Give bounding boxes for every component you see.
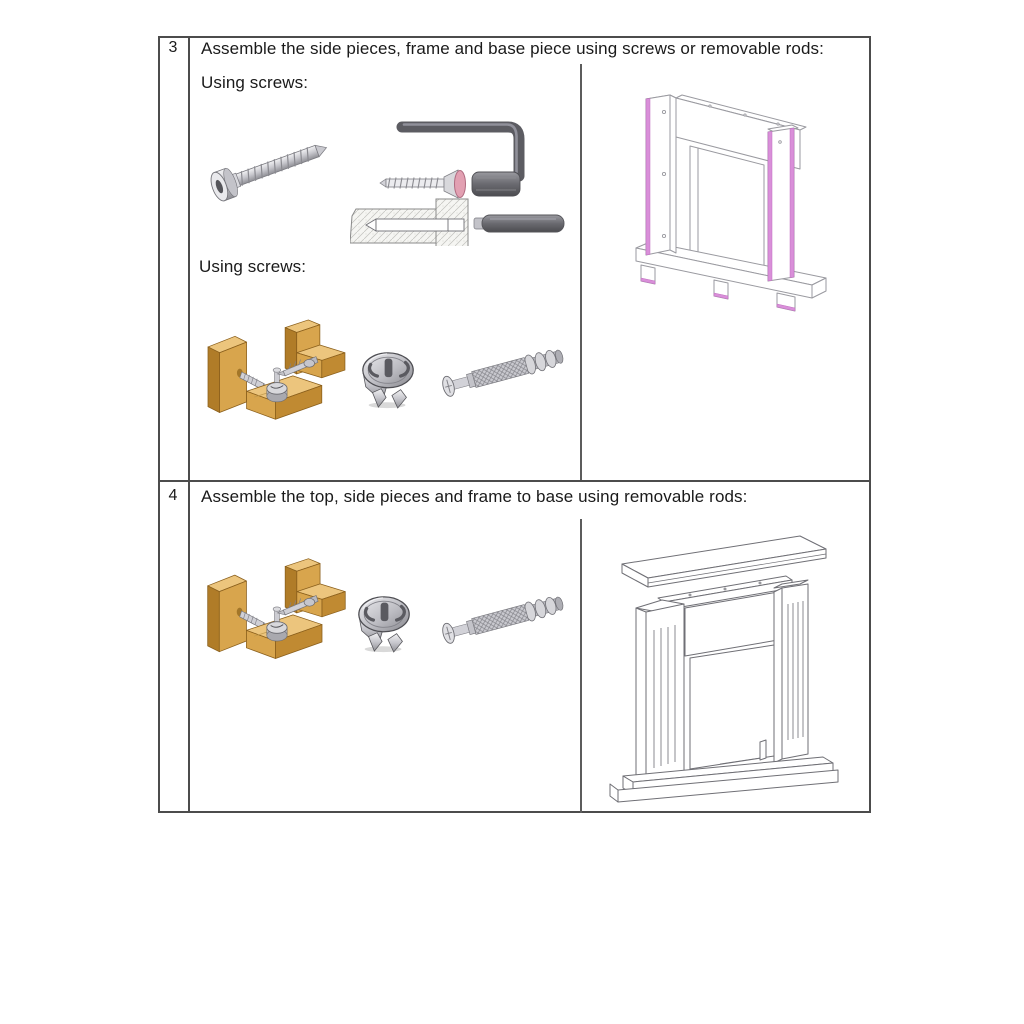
cam-lock-disc-illustration [354, 590, 416, 656]
step-3-sublabel-2: Using screws: [199, 257, 307, 276]
cam-lock-disc-illustration [358, 348, 420, 410]
step-number-4: 4 [168, 487, 178, 504]
metal-connector-rod-icon [474, 215, 564, 232]
row3-cell-divider [580, 64, 582, 480]
screw-with-pink-washer-icon [380, 170, 520, 198]
confirmat-screw-illustration [198, 128, 338, 223]
step-3-sublabel-1: Using screws: [201, 73, 309, 92]
hardware-group-illustration [350, 106, 575, 246]
step-4-instruction: Assemble the top, side pieces and frame to base using removable rods: [201, 487, 748, 506]
row4-cell-divider [580, 519, 582, 813]
cam-lock-wood-blocks-illustration [198, 318, 353, 426]
mantel-assembly-diagram [600, 528, 855, 816]
knurled-dowel-screw-illustration [434, 584, 570, 654]
cam-lock-wood-blocks-illustration [198, 556, 353, 666]
row-divider [158, 480, 871, 482]
panel-cross-section-icon [350, 199, 468, 246]
knurled-dowel-screw-illustration [432, 338, 572, 406]
frame-assembly-diagram [610, 72, 868, 312]
step-3-instruction: Assemble the side pieces, frame and base piece using screws or removable rods: [201, 39, 824, 58]
step-number-column-divider [188, 36, 190, 813]
allen-key-icon [402, 125, 519, 177]
step-number-3: 3 [168, 39, 178, 56]
